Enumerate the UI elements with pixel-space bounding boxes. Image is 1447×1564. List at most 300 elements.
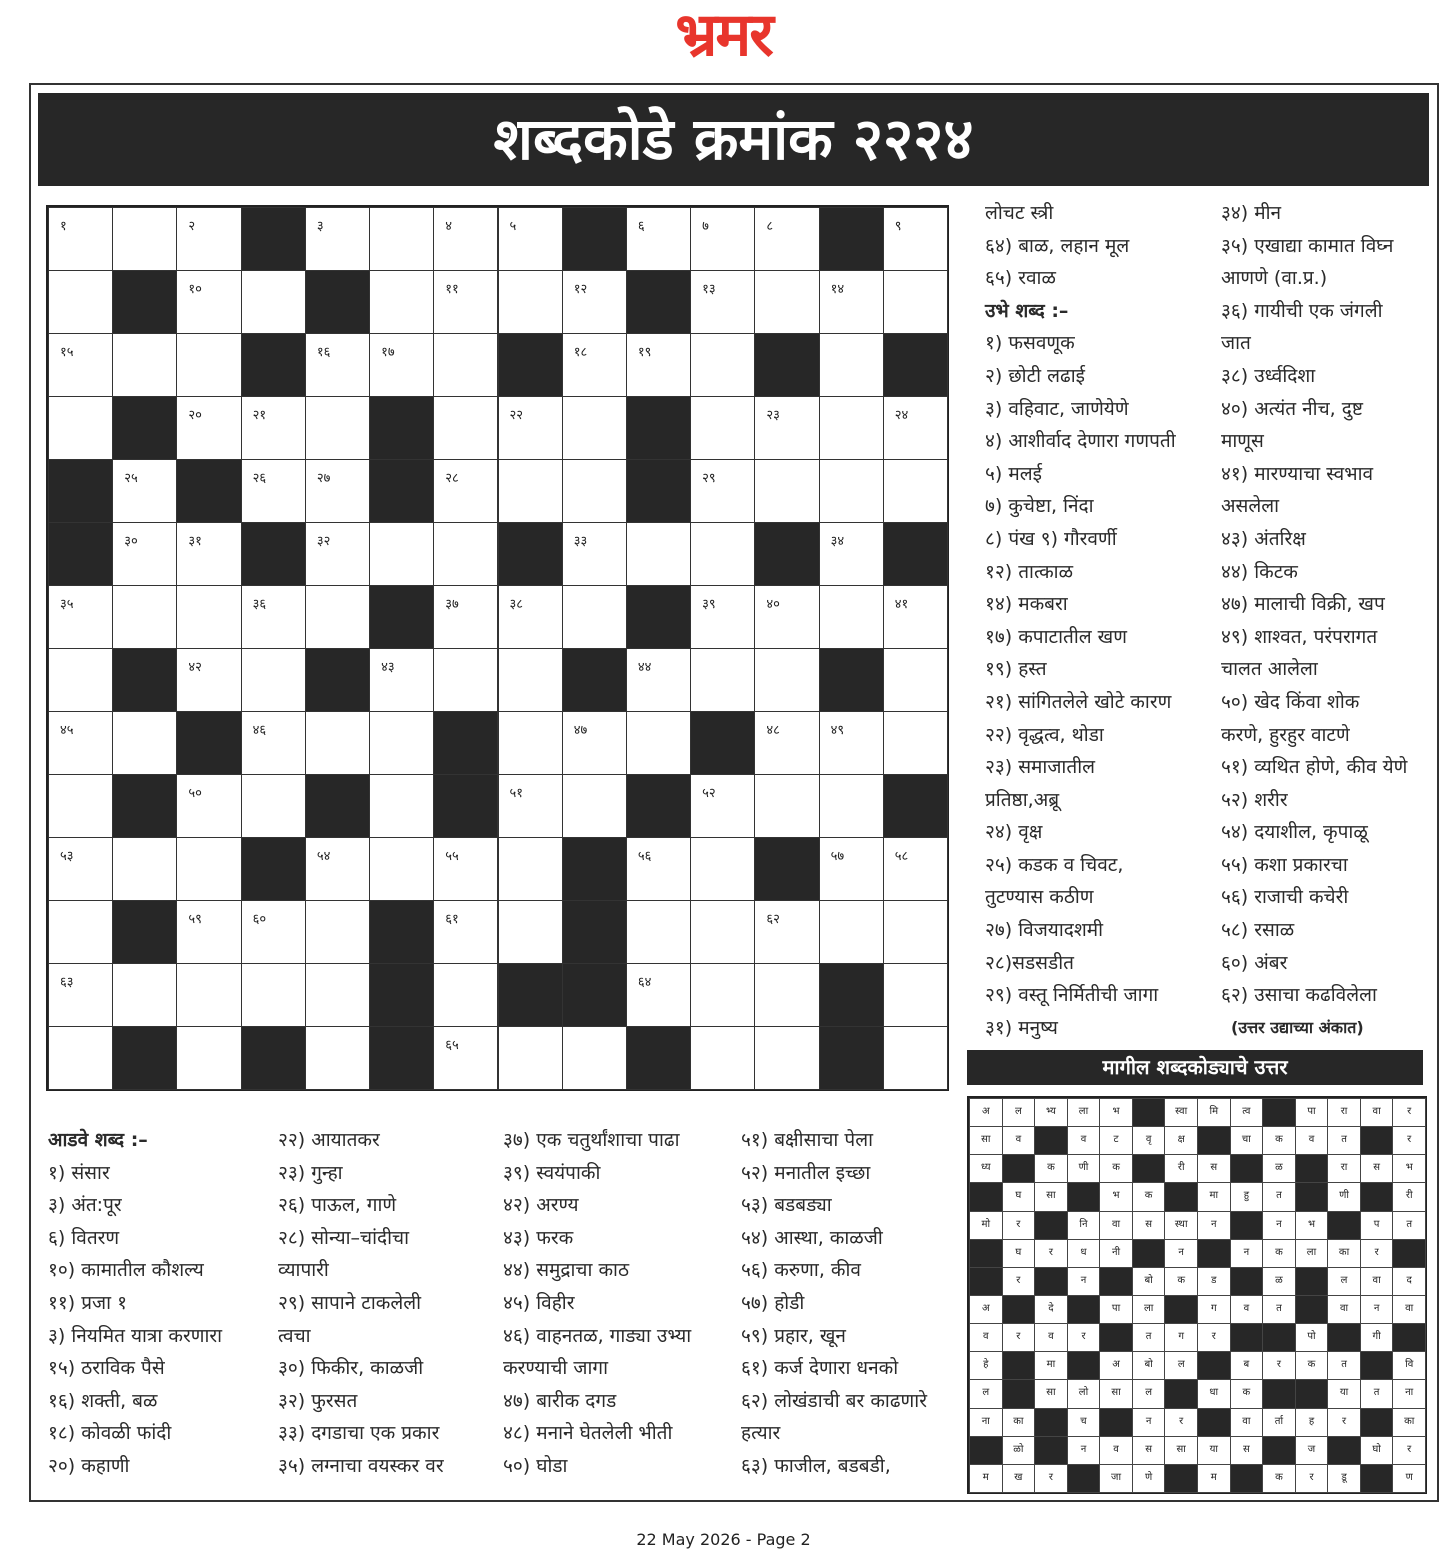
answer-cell: सा: [1099, 1379, 1133, 1408]
grid-cell[interactable]: [369, 711, 434, 775]
answer-cell: वा: [1392, 1295, 1426, 1324]
grid-cell[interactable]: [176, 396, 241, 460]
grid-cell[interactable]: [433, 396, 498, 460]
clue-line: ४३) फरक: [503, 1226, 574, 1249]
grid-cell[interactable]: [176, 648, 241, 712]
grid-cell[interactable]: [690, 963, 755, 1027]
answer-cell: र: [1002, 1267, 1036, 1296]
clue-number: ४९: [830, 723, 845, 738]
answer-cell: द: [1392, 1267, 1426, 1296]
answer-cell: ल: [969, 1379, 1003, 1408]
answer-cell: रा: [1327, 1154, 1361, 1183]
clue-line: चालत आलेला: [1221, 658, 1318, 681]
clue-line: ६४) बाळ, लहान मूल: [985, 234, 1130, 257]
grid-cell[interactable]: [48, 711, 113, 775]
grid-cell[interactable]: [819, 396, 884, 460]
grid-cell[interactable]: [883, 1026, 948, 1090]
grid-cell[interactable]: [241, 711, 306, 775]
answer-cell: र: [1034, 1239, 1068, 1268]
grid-cell[interactable]: [626, 900, 691, 964]
grid-cell[interactable]: [433, 900, 498, 964]
grid-cell[interactable]: [305, 900, 370, 964]
grid-cell[interactable]: [626, 522, 691, 586]
clue-line: ४७) मालाची विक्री, खप: [1221, 593, 1385, 616]
down-heading: उभे शब्द :–: [985, 299, 1069, 322]
answer-cell: क: [1034, 1154, 1068, 1183]
grid-cell[interactable]: [626, 837, 691, 901]
grid-cell[interactable]: [241, 585, 306, 649]
clue-line: २८) सोन्या–चांदीचा: [278, 1226, 410, 1249]
clue-number: ५९: [188, 912, 202, 927]
grid-block: [48, 522, 113, 586]
grid-cell[interactable]: [433, 270, 498, 334]
grid-cell[interactable]: [626, 963, 691, 1027]
clue-line: ३) अंत:पूर: [48, 1194, 122, 1217]
answer-cell: क: [1262, 1239, 1296, 1268]
answer-cell: पा: [1295, 1098, 1329, 1127]
grid-cell[interactable]: [690, 585, 755, 649]
answer-cell: क: [1262, 1464, 1296, 1493]
answer-cell: णे: [1132, 1464, 1166, 1493]
clue-line: ४७) बारीक दगड: [503, 1389, 617, 1412]
grid-block: [819, 207, 884, 271]
grid-cell[interactable]: [562, 522, 627, 586]
clue-number: ४३: [381, 660, 395, 675]
answer-block: [1197, 1126, 1231, 1155]
answer-block: [1034, 1436, 1068, 1465]
clue-line: १५) ठराविक पैसे: [48, 1357, 165, 1380]
answer-cell: ट: [1099, 1126, 1133, 1155]
grid-cell[interactable]: [305, 711, 370, 775]
grid-cell[interactable]: [690, 459, 755, 523]
answer-block: [1132, 1098, 1166, 1127]
grid-cell[interactable]: [176, 900, 241, 964]
answer-cell: म: [969, 1464, 1003, 1493]
clue-line: तुटण्यास कठीण: [985, 886, 1094, 909]
grid-cell[interactable]: [883, 396, 948, 460]
grid-cell[interactable]: [176, 1026, 241, 1090]
grid-cell[interactable]: [754, 270, 819, 334]
grid-cell[interactable]: [433, 585, 498, 649]
grid-cell[interactable]: [690, 774, 755, 838]
grid-cell[interactable]: [305, 837, 370, 901]
answer-cell: पा: [1099, 1295, 1133, 1324]
grid-cell[interactable]: [176, 207, 241, 271]
answer-cell: प: [1360, 1211, 1394, 1240]
clue-line: १) संसार: [48, 1161, 110, 1184]
answer-block: [1067, 1295, 1101, 1324]
grid-cell[interactable]: [48, 837, 113, 901]
grid-cell[interactable]: [754, 774, 819, 838]
answer-cell: पो: [1295, 1323, 1329, 1352]
grid-block: [626, 1026, 691, 1090]
grid-cell[interactable]: [690, 837, 755, 901]
clue-line: ३६) गायीची एक जंगली: [1221, 299, 1383, 322]
clue-number: ५७: [830, 849, 845, 864]
grid-cell[interactable]: [369, 522, 434, 586]
answer-cell: क: [1132, 1182, 1166, 1211]
grid-cell[interactable]: [690, 900, 755, 964]
clue-number: १७: [381, 345, 395, 360]
grid-cell[interactable]: [176, 963, 241, 1027]
grid-cell[interactable]: [176, 270, 241, 334]
clue-line: २३) गुन्हा: [278, 1161, 343, 1184]
grid-cell[interactable]: [498, 711, 563, 775]
answer-cell: र: [1002, 1211, 1036, 1240]
answer-block: [1099, 1323, 1133, 1352]
grid-cell[interactable]: [369, 648, 434, 712]
clue-number: १: [60, 219, 67, 234]
clue-number: ५४: [316, 849, 331, 864]
grid-cell[interactable]: [562, 1026, 627, 1090]
clue-line: ५४) आस्था, काळजी: [741, 1226, 883, 1249]
grid-cell[interactable]: [305, 963, 370, 1027]
grid-cell[interactable]: [48, 774, 113, 838]
grid-cell[interactable]: [626, 648, 691, 712]
clue-number: २४: [894, 408, 909, 423]
grid-cell[interactable]: [48, 396, 113, 460]
answer-block: [1034, 1211, 1068, 1240]
across-heading: आडवे शब्द :–: [48, 1129, 148, 1151]
answer-block: [1002, 1154, 1036, 1183]
grid-cell[interactable]: [305, 396, 370, 460]
clue-number: ४: [445, 219, 453, 234]
answer-cell: चा: [1230, 1126, 1264, 1155]
clue-line: ६३) फाजील, बडबडी,: [741, 1454, 891, 1477]
grid-block: [112, 900, 177, 964]
clue-line: ४४) किटक: [1221, 560, 1298, 583]
grid-cell[interactable]: [241, 396, 306, 460]
answer-block: [1295, 1267, 1329, 1296]
answer-cell: मा: [1197, 1182, 1231, 1211]
grid-cell[interactable]: [112, 585, 177, 649]
answer-block: [1132, 1239, 1166, 1268]
grid-cell[interactable]: [176, 585, 241, 649]
answer-block: [1327, 1323, 1361, 1352]
grid-cell[interactable]: [754, 459, 819, 523]
grid-cell[interactable]: [819, 522, 884, 586]
grid-cell[interactable]: [562, 711, 627, 775]
answer-cell: न: [1230, 1239, 1264, 1268]
grid-cell[interactable]: [369, 207, 434, 271]
grid-cell[interactable]: [433, 963, 498, 1027]
grid-cell[interactable]: [498, 774, 563, 838]
answer-cell: ल: [1327, 1267, 1361, 1296]
clue-number: ५१: [509, 786, 524, 801]
grid-cell[interactable]: [112, 207, 177, 271]
answer-cell: त: [1262, 1295, 1296, 1324]
grid-cell[interactable]: [690, 207, 755, 271]
grid-cell[interactable]: [433, 459, 498, 523]
grid-block: [369, 900, 434, 964]
grid-cell[interactable]: [241, 270, 306, 334]
grid-cell[interactable]: [754, 963, 819, 1027]
answer-cell: ग: [1164, 1323, 1198, 1352]
answer-cell: रा: [1327, 1098, 1361, 1127]
grid-cell[interactable]: [112, 522, 177, 586]
grid-cell[interactable]: [883, 837, 948, 901]
grid-cell[interactable]: [369, 333, 434, 397]
grid-cell[interactable]: [754, 585, 819, 649]
grid-cell[interactable]: [626, 333, 691, 397]
grid-cell[interactable]: [883, 207, 948, 271]
answer-cell: बो: [1132, 1351, 1166, 1380]
grid-cell[interactable]: [241, 459, 306, 523]
grid-cell[interactable]: [48, 270, 113, 334]
grid-cell[interactable]: [305, 207, 370, 271]
grid-block: [883, 774, 948, 838]
grid-cell[interactable]: [754, 396, 819, 460]
grid-block: [883, 333, 948, 397]
grid-cell[interactable]: [112, 837, 177, 901]
grid-cell[interactable]: [819, 774, 884, 838]
clue-number: १२: [573, 282, 588, 297]
answer-cell: नी: [1099, 1239, 1133, 1268]
grid-cell[interactable]: [754, 900, 819, 964]
grid-cell[interactable]: [690, 333, 755, 397]
grid-cell[interactable]: [690, 396, 755, 460]
answer-cell: वृ: [1132, 1126, 1166, 1155]
clue-number: ६३: [60, 975, 74, 990]
answer-block: [1295, 1379, 1329, 1408]
answer-cell: जा: [1099, 1464, 1133, 1493]
grid-cell[interactable]: [48, 900, 113, 964]
answer-cell: मो: [969, 1211, 1003, 1240]
clue-number: ५५: [445, 849, 459, 864]
clue-number: १९: [637, 345, 652, 360]
answer-cell: घो: [1360, 1436, 1394, 1465]
grid-cell[interactable]: [112, 333, 177, 397]
clue-line: २४) वृक्ष: [985, 821, 1043, 844]
grid-cell[interactable]: [754, 207, 819, 271]
grid-cell[interactable]: [819, 270, 884, 334]
clue-number: ५२: [702, 786, 716, 801]
answer-cell: ण: [1392, 1464, 1426, 1493]
grid-cell[interactable]: [48, 333, 113, 397]
grid-cell[interactable]: [112, 711, 177, 775]
grid-cell[interactable]: [498, 585, 563, 649]
grid-block: [819, 648, 884, 712]
grid-cell[interactable]: [562, 333, 627, 397]
clue-number: २२: [509, 408, 524, 423]
clue-line: ३५) एखाद्या कामात विघ्न: [1221, 234, 1394, 257]
grid-cell[interactable]: [241, 774, 306, 838]
clue-line: ५१) बक्षीसाचा पेला: [741, 1129, 873, 1151]
clue-number: ७: [702, 219, 709, 234]
answer-cell: णी: [1327, 1182, 1361, 1211]
grid-block: [369, 1026, 434, 1090]
answer-cell: री: [1164, 1154, 1198, 1183]
answer-cell: क: [1295, 1351, 1329, 1380]
grid-cell[interactable]: [433, 333, 498, 397]
grid-cell[interactable]: [241, 648, 306, 712]
grid-cell[interactable]: [883, 459, 948, 523]
grid-cell[interactable]: [369, 837, 434, 901]
answer-cell: र: [1002, 1323, 1036, 1352]
answer-cell: नि: [1067, 1211, 1101, 1240]
answer-cell: धा: [1197, 1379, 1231, 1408]
clue-line: ४३) अंतरिक्ष: [1221, 527, 1306, 550]
grid-cell[interactable]: [562, 270, 627, 334]
answer-cell: न: [1262, 1211, 1296, 1240]
grid-cell[interactable]: [305, 585, 370, 649]
grid-cell[interactable]: [626, 711, 691, 775]
grid-block: [241, 1026, 306, 1090]
grid-cell[interactable]: [883, 648, 948, 712]
grid-cell[interactable]: [819, 459, 884, 523]
clue-line: आणणे (वा.प्र.): [1221, 267, 1328, 290]
answer-cell: र्ता: [1262, 1408, 1296, 1437]
clue-number: ६५: [445, 1038, 459, 1053]
grid-cell[interactable]: [819, 900, 884, 964]
clue-line: ६०) अंबर: [1221, 951, 1288, 974]
answer-cell: अ: [969, 1098, 1003, 1127]
answer-cell: अ: [969, 1295, 1003, 1324]
answer-cell: वा: [1230, 1408, 1264, 1437]
clue-number: ५३: [60, 849, 74, 864]
grid-cell[interactable]: [498, 900, 563, 964]
answer-block: [1360, 1408, 1394, 1437]
clue-line: ४६) वाहनतळ, गाड्या उभ्या: [503, 1324, 692, 1347]
grid-cell[interactable]: [754, 1026, 819, 1090]
clue-line: ४२) अरण्य: [503, 1194, 579, 1217]
clue-line: त्वचा: [278, 1324, 311, 1347]
clue-number: १४: [830, 282, 845, 297]
grid-cell[interactable]: [433, 522, 498, 586]
clue-line: २९) वस्तू निर्मितीची जागा: [985, 984, 1159, 1007]
grid-cell[interactable]: [498, 648, 563, 712]
grid-cell[interactable]: [819, 837, 884, 901]
grid-cell[interactable]: [498, 270, 563, 334]
grid-cell[interactable]: [883, 711, 948, 775]
grid-cell[interactable]: [48, 585, 113, 649]
grid-cell[interactable]: [754, 711, 819, 775]
grid-cell[interactable]: [883, 963, 948, 1027]
answer-cell: गी: [1360, 1323, 1394, 1352]
across-clues-col3: [503, 1124, 691, 1483]
clue-line: ४९) शाश्वत, परंपरागत: [1221, 625, 1378, 648]
grid-cell[interactable]: [241, 900, 306, 964]
grid-cell[interactable]: [562, 774, 627, 838]
grid-cell[interactable]: [498, 396, 563, 460]
grid-block: [112, 270, 177, 334]
answer-cell: भ: [1099, 1182, 1133, 1211]
grid-cell[interactable]: [433, 1026, 498, 1090]
grid-cell[interactable]: [433, 837, 498, 901]
grid-cell[interactable]: [562, 396, 627, 460]
answer-block: [1360, 1464, 1394, 1493]
answer-cell: र: [1262, 1351, 1296, 1380]
grid-cell[interactable]: [112, 963, 177, 1027]
grid-cell[interactable]: [883, 270, 948, 334]
grid-cell[interactable]: [562, 459, 627, 523]
clue-number: ९: [894, 219, 902, 234]
grid-cell[interactable]: [305, 1026, 370, 1090]
grid-cell[interactable]: [562, 585, 627, 649]
grid-cell[interactable]: [305, 459, 370, 523]
answer-block: [1197, 1239, 1231, 1268]
grid-cell[interactable]: [112, 459, 177, 523]
answer-cell: व: [1034, 1323, 1068, 1352]
clue-line: १७) कपाटातील खण: [985, 625, 1127, 648]
clue-line: २१) सांगितलेले खोटे कारण: [985, 690, 1172, 713]
grid-cell[interactable]: [48, 1026, 113, 1090]
crossword-grid[interactable]: [46, 205, 949, 1091]
grid-cell[interactable]: [626, 207, 691, 271]
answer-block: [1099, 1408, 1133, 1437]
grid-cell[interactable]: [433, 207, 498, 271]
grid-cell[interactable]: [498, 459, 563, 523]
grid-cell[interactable]: [498, 207, 563, 271]
clue-line: ३) वहिवाट, जाणेयेणे: [985, 397, 1129, 420]
grid-cell[interactable]: [305, 333, 370, 397]
answer-block: [1067, 1351, 1101, 1380]
answer-cell: व: [1099, 1436, 1133, 1465]
answer-cell: र: [1164, 1408, 1198, 1437]
grid-cell[interactable]: [48, 648, 113, 712]
grid-cell[interactable]: [883, 900, 948, 964]
grid-cell[interactable]: [305, 522, 370, 586]
grid-cell[interactable]: [176, 333, 241, 397]
grid-cell[interactable]: [176, 522, 241, 586]
grid-cell[interactable]: [819, 711, 884, 775]
grid-cell[interactable]: [819, 585, 884, 649]
clue-line: ४५) विहीर: [503, 1291, 575, 1314]
answer-cell: घ: [1002, 1239, 1036, 1268]
clue-line: ३३) दगडाचा एक प्रकार: [278, 1422, 440, 1445]
grid-cell[interactable]: [433, 648, 498, 712]
answer-cell: क्ष: [1164, 1126, 1198, 1155]
grid-cell[interactable]: [176, 774, 241, 838]
grid-cell[interactable]: [498, 1026, 563, 1090]
answer-cell: ध: [1067, 1239, 1101, 1268]
answer-cell: स्था: [1164, 1211, 1198, 1240]
answer-cell: त: [1327, 1126, 1361, 1155]
clue-line: २६) पाऊल, गाणे: [278, 1194, 397, 1217]
grid-cell[interactable]: [883, 585, 948, 649]
clue-number: ४४: [637, 660, 652, 675]
grid-cell[interactable]: [48, 207, 113, 271]
grid-block: [48, 459, 113, 523]
grid-cell[interactable]: [690, 1026, 755, 1090]
grid-cell[interactable]: [819, 333, 884, 397]
answer-cell: भ: [1295, 1211, 1329, 1240]
answer-block: [1392, 1239, 1426, 1268]
across-clues-col2: [278, 1124, 444, 1483]
clue-line: २७) विजयादशमी: [985, 919, 1104, 942]
grid-cell[interactable]: [498, 837, 563, 901]
grid-cell[interactable]: [241, 963, 306, 1027]
answer-cell: का: [1002, 1408, 1036, 1437]
answer-cell: च: [1067, 1408, 1101, 1437]
clue-number: ३०: [124, 534, 138, 549]
grid-cell[interactable]: [754, 648, 819, 712]
clue-number: २७: [316, 471, 331, 486]
clue-line: ४४) समुद्राचा काठ: [503, 1259, 630, 1282]
clue-line: ५) मलई: [985, 462, 1042, 485]
grid-cell[interactable]: [690, 270, 755, 334]
answer-cell: भ्य: [1034, 1098, 1068, 1127]
grid-cell[interactable]: [690, 648, 755, 712]
grid-cell[interactable]: [176, 837, 241, 901]
grid-block: [369, 459, 434, 523]
grid-cell[interactable]: [369, 774, 434, 838]
grid-cell[interactable]: [690, 522, 755, 586]
answer-cell: वा: [1360, 1267, 1394, 1296]
grid-cell[interactable]: [48, 963, 113, 1027]
grid-cell[interactable]: [369, 270, 434, 334]
answer-cell: अ: [1099, 1351, 1133, 1380]
